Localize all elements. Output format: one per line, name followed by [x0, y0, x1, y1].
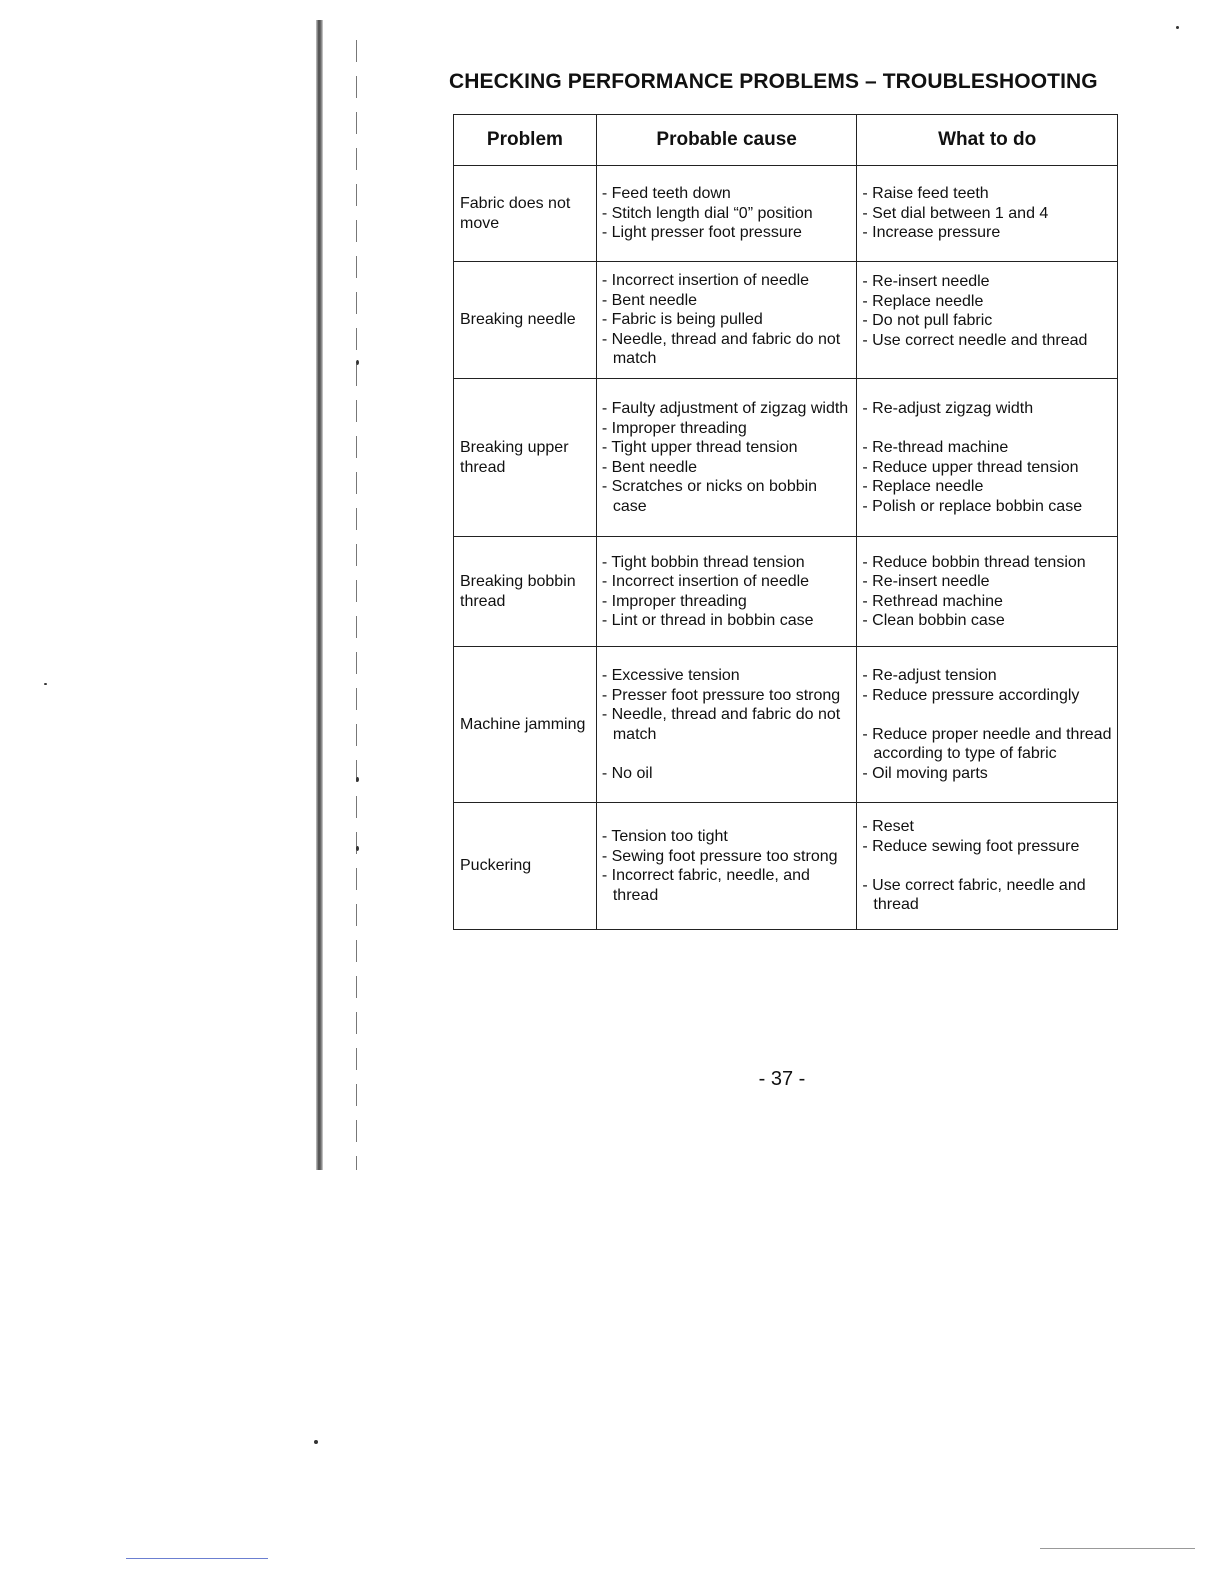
action-cell	[857, 537, 1118, 647]
cause-item: - Faulty adjustment of zigzag width	[601, 400, 849, 417]
cause-item: - Bent needle	[601, 291, 698, 309]
cause-cell	[596, 803, 857, 930]
cause-item: - Sewing foot pressure too strong	[601, 847, 838, 865]
action-item: - Reduce sewing foot pressure	[862, 837, 1080, 855]
action-item: - Clean bobbin case	[862, 612, 1005, 629]
action-item: - Raise feed teeth	[862, 185, 989, 203]
cause-item: - Bent needle	[601, 458, 698, 476]
cause-item: - Improper threading	[601, 592, 747, 610]
header-problem: Problem	[454, 115, 597, 166]
scan-speck	[1176, 26, 1179, 29]
action-item: - Do not pull fabric	[862, 312, 993, 329]
cause-cell	[596, 262, 857, 379]
scan-speck	[314, 1440, 318, 1444]
cause-item: - No oil	[601, 764, 653, 782]
cause-cell	[596, 166, 857, 262]
table-row	[454, 166, 1118, 262]
cause-item: - Excessive tension	[601, 667, 740, 684]
scan-speck	[356, 777, 359, 782]
scan-edge-line	[1040, 1548, 1195, 1549]
table-row	[454, 262, 1118, 379]
cause-item: - Needle, thread and fabric do not match	[601, 706, 841, 743]
page-title: CHECKING PERFORMANCE PROBLEMS – TROUBLESHOOTING	[449, 70, 1098, 93]
cause-item: - Feed teeth down	[601, 185, 731, 203]
action-item: - Rethread machine	[862, 592, 1003, 610]
cause-item: - Tension too tight	[601, 828, 728, 845]
table-header-row	[454, 115, 1118, 166]
cause-item: - Incorrect insertion of needle	[601, 573, 810, 590]
action-item: - Polish or replace bobbin case	[862, 497, 1083, 515]
page-number: - 37 -	[758, 1068, 806, 1090]
problem-cell: Puckering	[454, 803, 597, 930]
action-item: - Replace needle	[862, 292, 984, 310]
action-item: - Re-adjust tension	[862, 667, 997, 684]
scan-speck	[356, 360, 359, 365]
cause-cell	[596, 379, 857, 537]
cause-item: - Tight bobbin thread tension	[601, 553, 805, 571]
action-cell	[857, 262, 1118, 379]
cause-item: - Fabric is being pulled	[601, 311, 763, 329]
table-row	[454, 537, 1118, 647]
scan-speck	[356, 846, 359, 851]
action-item: - Use correct fabric, needle and thread	[862, 876, 1086, 914]
table-row	[454, 803, 1118, 930]
problem-cell: Breaking upper thread	[454, 379, 597, 537]
action-item: - Re-insert needle	[862, 573, 990, 590]
cause-item: - Scratches or nicks on bobbin case	[601, 478, 818, 515]
action-item: - Reduce pressure accordingly	[862, 686, 1080, 704]
cause-item: - Lint or thread in bobbin case	[601, 612, 814, 629]
cause-cell	[596, 537, 857, 647]
action-item: - Re-adjust zigzag width	[862, 400, 1034, 417]
action-cell	[857, 379, 1118, 537]
scan-speck	[44, 683, 47, 685]
action-item: - Increase pressure	[862, 224, 1001, 242]
action-cell	[857, 166, 1118, 262]
header-probable-cause: Probable cause	[596, 115, 857, 166]
scan-binding-line	[356, 40, 357, 1170]
cause-cell	[596, 647, 857, 803]
action-item: - Re-insert needle	[862, 273, 990, 290]
action-item: - Replace needle	[862, 478, 984, 495]
action-item: - Reduce upper thread tension	[862, 458, 1079, 476]
troubleshooting-table	[453, 114, 1118, 930]
problem-cell: Fabric does not move	[454, 166, 597, 262]
cause-item: - Tight upper thread tension	[601, 439, 798, 456]
cause-item: - Needle, thread and fabric do not match	[601, 330, 841, 368]
action-cell	[857, 647, 1118, 803]
problem-cell: Breaking needle	[454, 262, 597, 379]
cause-item: - Improper threading	[601, 419, 747, 437]
cause-item: - Incorrect insertion of needle	[601, 272, 810, 290]
action-item: - Re-thread machine	[862, 439, 1009, 456]
problem-cell: Breaking bobbin thread	[454, 537, 597, 647]
action-item: - Reduce bobbin thread tension	[862, 553, 1086, 571]
table-row	[454, 647, 1118, 803]
scan-binding-shadow	[316, 20, 323, 1170]
action-item: - Reset	[862, 818, 914, 836]
action-cell	[857, 803, 1118, 930]
action-item: - Set dial between 1 and 4	[862, 204, 1049, 222]
cause-item: - Incorrect fabric, needle, and thread	[601, 867, 810, 904]
action-item: - Reduce proper needle and thread according to type of fabric	[862, 725, 1112, 762]
cause-item: - Light presser foot pressure	[601, 224, 802, 242]
cause-item: - Stitch length dial “0” position	[601, 204, 813, 222]
scan-edge-line	[126, 1558, 268, 1559]
action-item: - Oil moving parts	[862, 764, 988, 782]
cause-item: - Presser foot pressure too strong	[601, 686, 841, 704]
problem-cell: Machine jamming	[454, 647, 597, 803]
table-row	[454, 379, 1118, 537]
header-what-to-do: What to do	[857, 115, 1118, 166]
action-item: - Use correct needle and thread	[862, 331, 1088, 349]
